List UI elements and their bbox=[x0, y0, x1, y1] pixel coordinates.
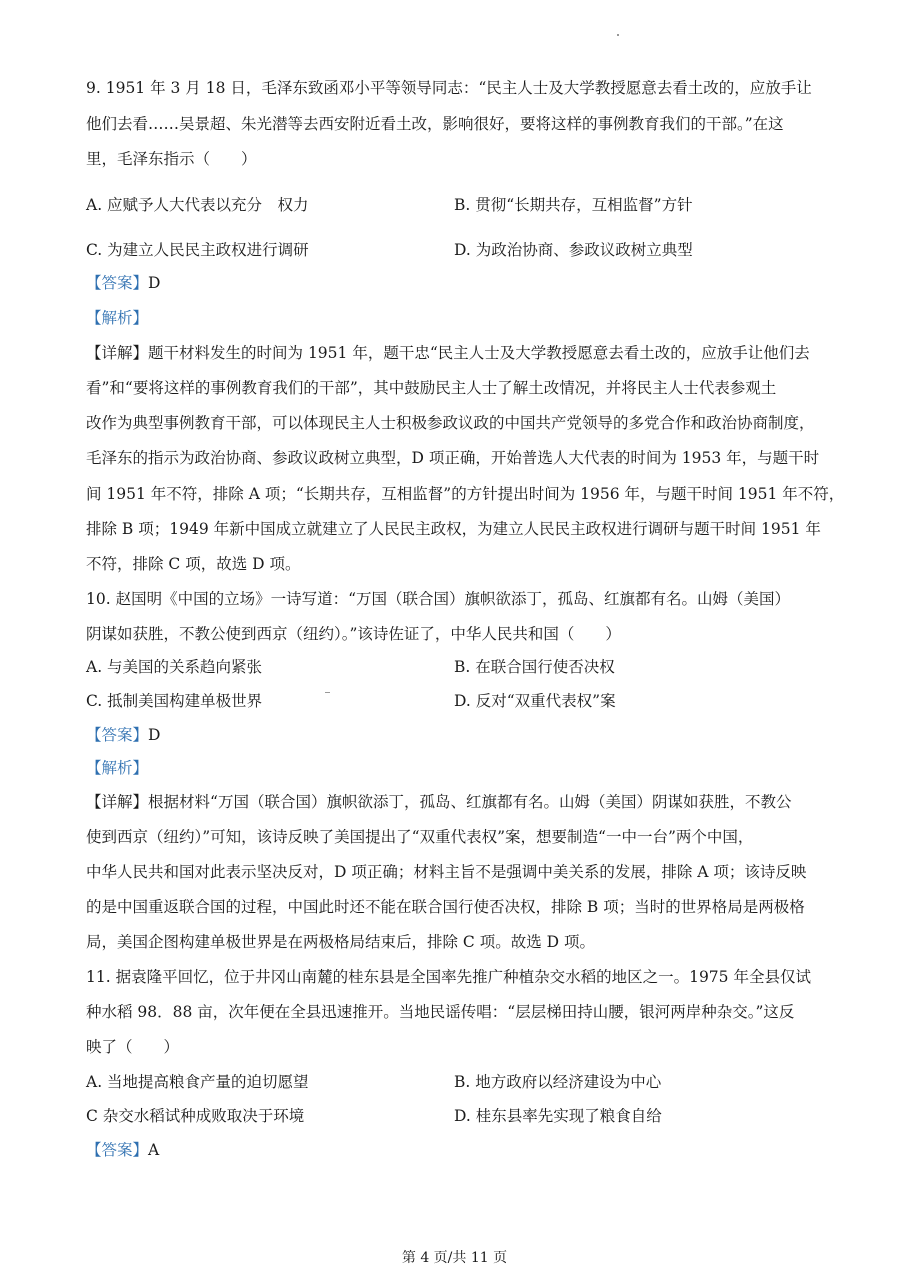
q10-option-b: B. 在联合国行使否决权 bbox=[454, 658, 615, 676]
q9-detail-line-1 bbox=[86, 343, 810, 363]
q9-stem-line-3: 里，毛泽东指示（ ） bbox=[86, 150, 257, 168]
answer-value: D bbox=[148, 274, 161, 292]
q10-detail-line-2: 使到西京（纽约）”可知，该诗反映了美国提出了“双重代表权”案，想要制造“一中一台”两个中国， bbox=[86, 828, 754, 846]
answer-tag: 【答案】 bbox=[86, 1141, 149, 1159]
q9-answer bbox=[86, 273, 160, 293]
q9-detail-line-5: 间 1951 年不符，排除 A 项；“长期共存，互相监督”的方针提出时间为 1956 年，与题干时间 1951 年不符， bbox=[86, 485, 845, 503]
q9-detail-line-2: 看”和“要将这样的事例教育我们的干部”，其中鼓励民主人士了解土改情况，并将民主人士代表参观土 bbox=[86, 379, 777, 397]
q10-detail-line-4: 的是中国重返联合国的过程，中国此时还不能在联合国行使否决权，排除 B 项；当时的世界格局是两极格 bbox=[86, 898, 805, 916]
q10-option-d: D. 反对“双重代表权”案 bbox=[454, 692, 616, 710]
stray-dot bbox=[617, 34, 619, 36]
q11-option-d: D. 桂东县率先实现了粮食自给 bbox=[454, 1107, 662, 1125]
detail-tag: 【详解】 bbox=[86, 344, 149, 362]
answer-tag: 【答案】 bbox=[86, 274, 149, 292]
q10-detail-line-1 bbox=[86, 792, 791, 812]
q9-option-d: D. 为政治协商、参政议政树立典型 bbox=[454, 241, 693, 259]
q11-option-a: A. 当地提高粮食产量的迫切愿望 bbox=[86, 1073, 309, 1091]
answer-value: A bbox=[148, 1141, 160, 1159]
q10-detail-line-3: 中华人民共和国对此表示坚决反对，D 项正确；材料主旨不是强调中美关系的发展，排除 A 项；该诗反映 bbox=[86, 863, 807, 881]
q10-analysis-tag: 【解析】 bbox=[86, 759, 149, 777]
q10-answer bbox=[86, 725, 160, 745]
answer-tag: 【答案】 bbox=[86, 726, 149, 744]
q9-stem-line-1: 9. 1951 年 3 月 18 日，毛泽东致函邓小平等领导同志：“民主人士及大学教授愿意去看土改的，应放手让 bbox=[86, 79, 812, 97]
q9-option-c: C. 为建立人民民主政权进行调研 bbox=[86, 241, 309, 259]
stray-mark bbox=[325, 692, 330, 693]
q10-stem-line-1: 10. 赵国明《中国的立场》一诗写道：“万国（联合国）旗帜欲添丁，孤岛、红旗都有名。山姆（美国） bbox=[86, 590, 791, 608]
q9-detail-line-4: 毛泽东的指示为政治协商、参政议政树立典型，D 项正确，开始普选人大代表的时间为 1953 年，与题干时 bbox=[86, 449, 820, 467]
q10-stem-line-2: 阴谋如获胜，不教公使到西京（纽约）。”该诗佐证了，中华人民共和国（ ） bbox=[86, 625, 621, 643]
q9-stem-line-2: 他们去看……吴景超、朱光潜等去西安附近看土改，影响很好，要将这样的事例教育我们的干部。”在这 bbox=[86, 115, 784, 133]
q11-answer bbox=[86, 1140, 159, 1160]
q10-detail-line-5: 局，美国企图构建单极世界是在两极格局结束后，排除 C 项。故选 D 项。 bbox=[86, 933, 595, 951]
detail-text: 根据材料“万国（联合国）旗帜欲添丁，孤岛、红旗都有名。山姆（美国）阴谋如获胜，不教公 bbox=[148, 793, 792, 811]
answer-value: D bbox=[148, 726, 161, 744]
q11-option-b: B. 地方政府以经济建设为中心 bbox=[454, 1073, 662, 1091]
q9-option-a: A. 应赋予人大代表以充分 权力 bbox=[86, 196, 309, 214]
q9-option-b: B. 贯彻“长期共存，互相监督”方针 bbox=[454, 196, 693, 214]
detail-tag: 【详解】 bbox=[86, 793, 149, 811]
q11-stem-line-1: 11. 据袁隆平回忆，位于井冈山南麓的桂东县是全国率先推广种植杂交水稻的地区之一。1975 年全县仅试 bbox=[86, 968, 811, 986]
q11-option-c: C 杂交水稻试种成败取决于环境 bbox=[86, 1107, 305, 1125]
q10-option-a: A. 与美国的关系趋向紧张 bbox=[86, 658, 263, 676]
detail-text: 题干材料发生的时间为 1951 年，题干忠“民主人士及大学教授愿意去看土改的，应放手让他们去 bbox=[148, 344, 810, 362]
page-footer: 第 4 页/共 11 页 bbox=[401, 1250, 508, 1266]
q10-option-c: C. 抵制美国构建单极世界 bbox=[86, 692, 263, 710]
q11-stem-line-2: 种水稻 98．88 亩，次年便在全县迅速推开。当地民谣传唱：“层层梯田持山腰，银河两岸种杂交。”这反 bbox=[86, 1003, 795, 1021]
q9-detail-line-6: 排除 B 项；1949 年新中国成立就建立了人民民主政权，为建立人民民主政权进行调研与题干时间 1951 年 bbox=[86, 520, 821, 538]
q11-stem-line-3: 映了（ ） bbox=[86, 1038, 180, 1056]
q9-detail-line-7: 不符，排除 C 项，故选 D 项。 bbox=[86, 555, 301, 573]
q9-analysis-tag: 【解析】 bbox=[86, 309, 149, 327]
q9-detail-line-3: 改作为典型事例教育干部，可以体现民主人士积极参政议政的中国共产党领导的多党合作和政治协商制度， bbox=[86, 414, 815, 432]
